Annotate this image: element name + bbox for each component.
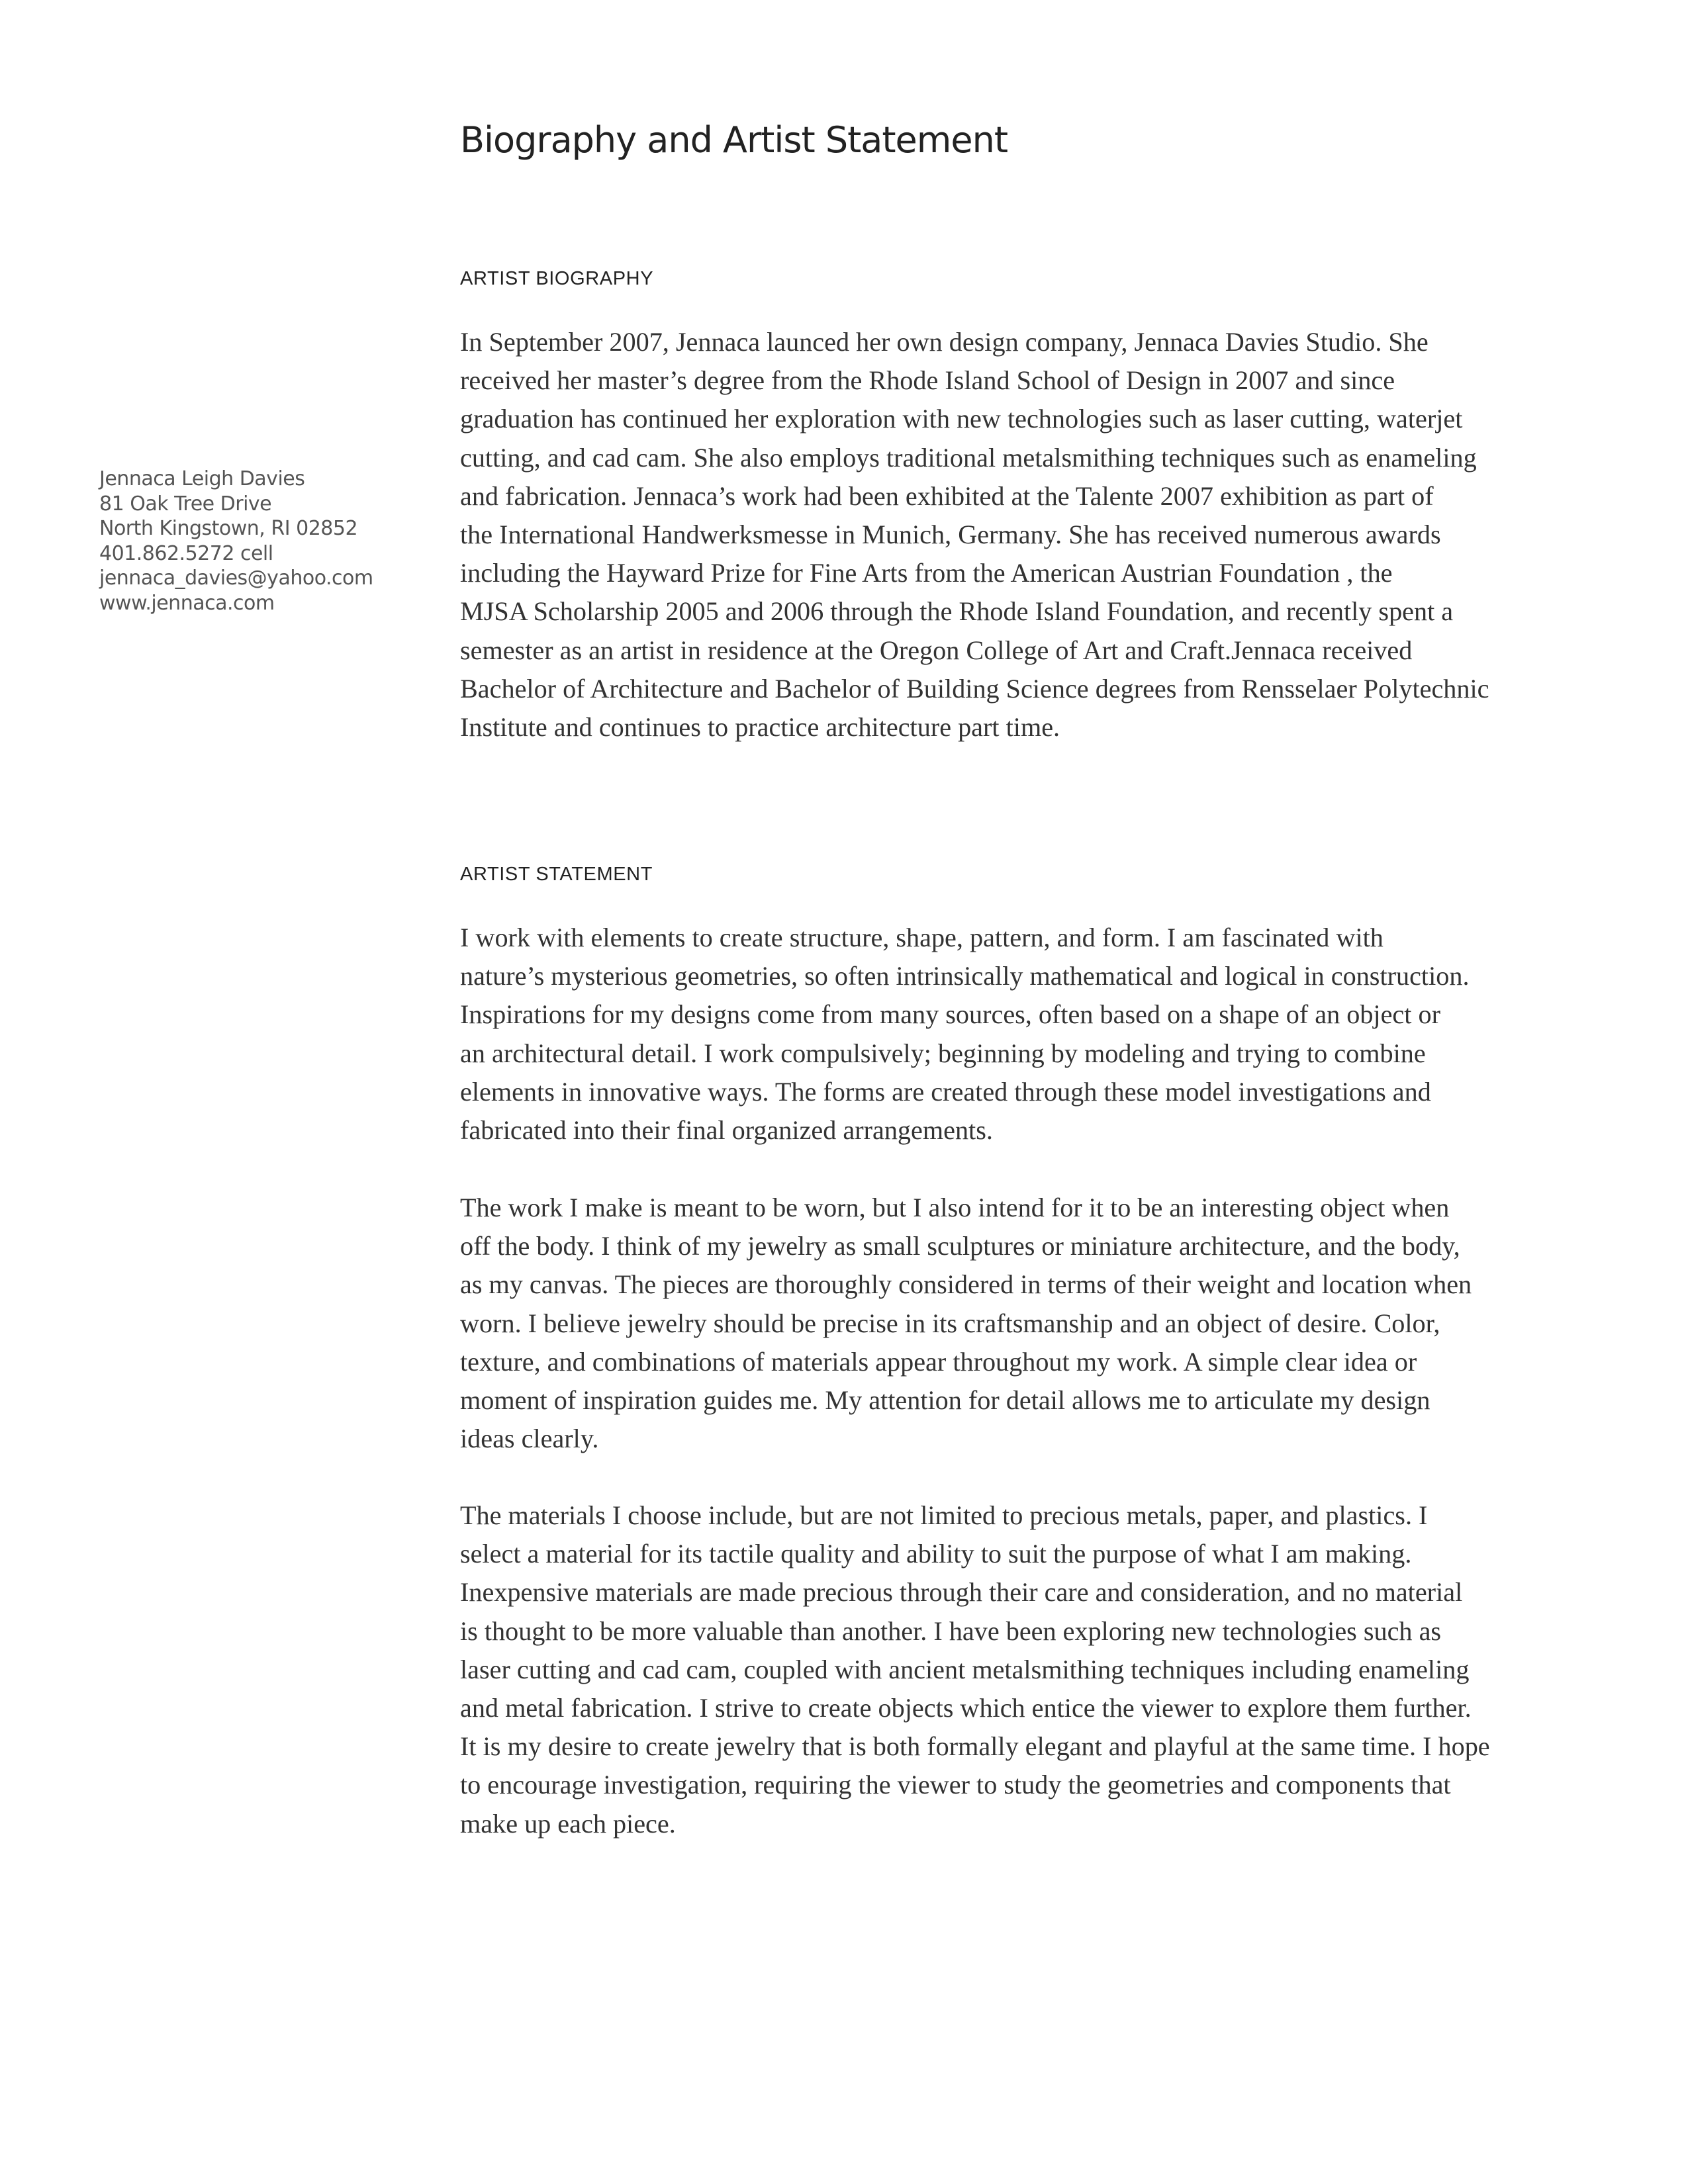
biography-text [460, 323, 1559, 747]
statement-line: I work with elements to create structure, shape, pattern, and form. I am fascinated with [460, 923, 1383, 952]
page-title: Biography and Artist Statement [460, 119, 1008, 161]
statement-line: to encourage investigation, requiring the viewer to study the geometries and components that [460, 1770, 1451, 1800]
statement-line: Inexpensive materials are made precious through their care and consideration, and no material [460, 1577, 1463, 1608]
statement-line: Inspirations for my designs come from many sources, often based on a shape of an object or [460, 999, 1440, 1030]
statement-line: is thought to be more valuable than another. I have been exploring new technologies such as [460, 1615, 1442, 1646]
statement-line: The materials I choose include, but are not limited to precious metals, paper, and plastics. I [460, 1500, 1428, 1530]
contact-street: 81 Oak Tree Drive [99, 492, 272, 516]
statement-paragraph-3 [460, 1496, 1559, 1843]
biography-heading: ARTIST BIOGRAPHY [460, 268, 654, 289]
contact-email: jennaca_davies@yahoo.com [99, 567, 373, 590]
statement-line: and metal fabrication. I strive to create objects which entice the viewer to explore them further. [460, 1693, 1472, 1723]
biography-line: the International Handwerksmesse in Munich, Germany. She has received numerous awards [460, 520, 1441, 550]
biography-line: MJSA Scholarship 2005 and 2006 through the Rhode Island Foundation, and recently spent a [460, 596, 1454, 627]
biography-line: Bachelor of Architecture and Bachelor of Building Science degrees from Rensselaer Polytechnic [460, 673, 1489, 704]
biography-line: received her master’s degree from the Rhode Island School of Design in 2007 and since [460, 365, 1395, 396]
statement-line: an architectural detail. I work compulsively; beginning by modeling and trying to combine [460, 1038, 1426, 1068]
statement-line: It is my desire to create jewelry that is both formally elegant and playful at the same time. I hope [460, 1731, 1490, 1762]
contact-website: www.jennaca.com [99, 591, 275, 615]
statement-paragraph-2 [460, 1189, 1559, 1458]
biography-line: graduation has continued her exploration with new technologies such as laser cutting, waterjet [460, 404, 1463, 434]
statement-line: nature’s mysterious geometries, so often intrinsically mathematical and logical in construction. [460, 961, 1470, 991]
statement-line: worn. I believe jewelry should be precise in its craftsmanship and an object of desire. Color, [460, 1308, 1440, 1338]
contact-city: North Kingstown, RI 02852 [99, 517, 358, 540]
biography-line: and fabrication. Jennaca’s work had been exhibited at the Talente 2007 exhibition as part of [460, 480, 1434, 511]
contact-phone: 401.862.5272 cell [99, 541, 273, 565]
biography-line: Institute and continues to practice architecture part time. [460, 712, 1060, 743]
statement-paragraph-1 [460, 919, 1559, 1150]
statement-line: ideas clearly. [460, 1424, 599, 1454]
statement-line: as my canvas. The pieces are thoroughly considered in terms of their weight and location when [460, 1269, 1472, 1300]
statement-heading: ARTIST STATEMENT [460, 864, 653, 885]
statement-line: off the body. I think of my jewelry as small sculptures or miniature architecture, and the body, [460, 1231, 1460, 1261]
statement-line: laser cutting and cad cam, coupled with ancient metalsmithing techniques including enameling [460, 1654, 1470, 1684]
statement-line: The work I make is meant to be worn, but I also intend for it to be an interesting object when [460, 1193, 1450, 1222]
biography-line: including the Hayward Prize for Fine Arts from the American Austrian Foundation , the [460, 558, 1393, 588]
biography-line: In September 2007, Jennaca launced her own design company, Jennaca Davies Studio. She [460, 327, 1429, 357]
statement-line: make up each piece. [460, 1808, 676, 1839]
contact-block [99, 467, 404, 615]
contact-name: Jennaca Leigh Davies [99, 467, 305, 490]
statement-line: fabricated into their final organized arrangements. [460, 1115, 993, 1146]
biography-line: cutting, and cad cam. She also employs traditional metalsmithing techniques such as enameling [460, 442, 1477, 473]
statement-line: moment of inspiration guides me. My attention for detail allows me to articulate my design [460, 1385, 1430, 1416]
statement-line: select a material for its tactile quality and ability to suit the purpose of what I am making. [460, 1539, 1412, 1569]
statement-line: elements in innovative ways. The forms are created through these model investigations and [460, 1076, 1431, 1107]
biography-line: semester as an artist in residence at the Oregon College of Art and Craft.Jennaca received [460, 635, 1413, 665]
statement-line: texture, and combinations of materials appear throughout my work. A simple clear idea or [460, 1346, 1417, 1377]
